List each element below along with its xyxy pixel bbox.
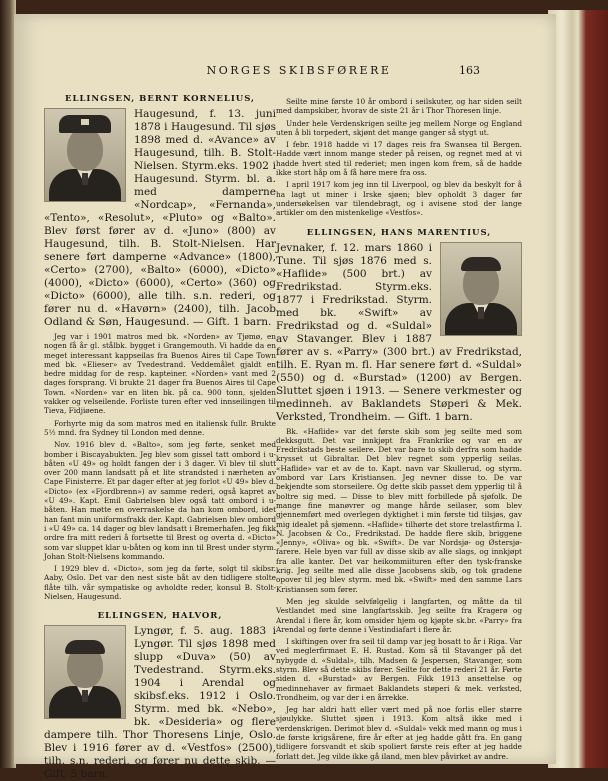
right-column [276, 94, 522, 761]
entry-heading: ELLINGSEN, BERNT KORNELIUS, [64, 94, 255, 104]
narrative-paragraph: Under hele Verdenskrigen seilte jeg mellem Norge og England uten å bli torpedert, skjønt det mange ganger så stygt ut. [276, 118, 522, 137]
narrative-paragraph: I 1929 blev d. «Dicto», som jeg da førte, solgt til skibsr. Aaby, Oslo. Det var den nest siste båt av den tidligere stolte flåte tilh. vår sympatiske og avholdte reder, konsul B. Stolt-Nielsen, Haugesund. [44, 564, 276, 602]
narrative-paragraph: Nov. 1916 blev d. «Balto», som jeg førte, senket med bomber i Biscayabukten. Jeg blev som gissel tatt ombord i u-båten «U 49» og holdt fangen der i 3 dager. Vi blev til slutt over 200 mann landsatt på et lite strandsted i nærheten av Cape Finisterre. Et par dager efter at jeg forlot «U 49» blev d. «Dicto» (ex «Fjordbrenn») av samme rederi, også kapret av «U 49». Kapt. Emil Gabrielsen blev også tatt ombord i u-båten. Han møtte en overraskelse da han kom ombord, idet han fant min uniformsfrakk der. Kapt. Gabrielsen blev ombord i «U 49» ca. 14 dager og blev landsatt i Bremerhafen. Jeg fikk ordre fra mitt rederi å fortsette til Brest og overta d. «Dicto» som var sluppet klar u-båten og kom inn til Brest under styrm. Johan Stolt-Nielsens kommando. [44, 440, 277, 561]
narrative-paragraph: Seilte mine første 10 år ombord i seilskuter, og har siden seilt med dampskiber, hvorav de siste 21 år i Thor Thoresen linje. [276, 97, 522, 116]
narrative-paragraph: Bk. «Haflide» var det første skib som jeg seilte med som dekksgutt. Det var innkjøpt fra Frankrike og var en av Fredrikstads beste seilere. Det var bare to skib derfra som hadde krysset ut Gibraltar. Det blev regnet som ypperlig seilas. «Haflide» var et av de to. Kapt. navn var Skullerud, og styrm. ombord var Lars Kristiansen. Jeg nevner disse to. De var bekjendte som storseilere. Og dette skib passet dem ypperlig til å boltre sig med. — Disse to blev mitt forbillede på sjøfolk. De mange fine manøvrer og mange hårde seilaser, som blev gjennemført med overlegen dyktighet i min første tid tilsjøs, gav mig idealet på sjømenn. «Haflide» tilhørte det store trelastfirma I. N. Jacobsen & Co., Fredrikstad. De hadde flere skib, briggene «Jenny», «Oliva» og bk. «Swift». De var Nordsjø- og Østersjø-farere. Hele byen var full av disse skib av alle slags, og innkjøpt fra alle kanter. Det var heikommiituren efter den tysk-franske krig. Jeg seilte med alle disse Jacobsens skib, og tok gradene opover til jeg blev styrm. med bk. «Swift» med den samme Lars Kristiansen som fører. [276, 426, 522, 594]
entry-ellingsen-halvor [44, 611, 276, 781]
entry-bio: Jevnaker, f. 12. mars 1860 i Tune. Til sjøs 1876 med s. «Haflide» (500 brt.) av Fredrikstad. Styrm.eks. 1877 i Fredrikstad. Styrm. med bk. «Swift» av Fredrikstad og d. «Suldal» av Stavanger. Blev i 1887 fører av s. «Parry» (300 brt.) av Fredrikstad, tilh. E. Ryan m. fl. Har senere ført d. «Suldal» (550) og d. «Burstad» (1200) av Bergen. Sluttet sjøen i 1913. — Senere verkmester og medinneh. av Baklandets Støperi & Mek. Verksted, Trondheim. — Gift. 1 barn. [276, 241, 522, 423]
narrative-paragraph: Jeg var i 1901 matros med bk. «Norden» av Tjømø, en nogen få år gl. stålbk. bygget i Grangemouth. Vi hadde da en meget interessant kappseilas fra Buenos Aires til Cape Town med bk. «Elieser» av Tvedestrand. Veddemålet gjaldt en bedre middag for de resp. kapteiner. «Norden» vant med 2 dages forsprang. Vi brukte 21 dager fra Buenos Aires til Cape Town. «Norden» var en liten bk. på ca. 900 tonn, sjelden vakker og velseilende. Forliste turen efter ved innseilingen til Tieva, Fidjiøene. [44, 332, 276, 416]
entry-ellingsen-hans [276, 228, 522, 761]
narrative-paragraph: I april 1917 kom jeg inn til Liverpool, og blev da beskylt for å ha lagt ut miner i Irske sjøen; blev opholdt 3 dager før undersøkelsen var tilendebragt, og i avisene stod der lange artikler om den mistenkelige «Vestfos». [276, 180, 522, 218]
page-number: 163 [459, 64, 480, 77]
portrait-photo [44, 625, 126, 719]
left-column [44, 94, 276, 781]
running-title: NORGES SKIBSFØRERE [206, 64, 392, 77]
narrative-paragraph: Forhyrte mig da som matros med en italiensk fullr. Brukte 5½ mnd. fra Sydney til London med denne. [44, 418, 276, 437]
entry-ellingsen-bernt [44, 94, 276, 601]
entry-heading: ELLINGSEN, HANS MARENTIUS, [306, 227, 492, 238]
book-page [14, 14, 556, 781]
narrative-paragraph: Men jeg skulde selvfølgelig i langfarten, og måtte da til Vestlandet med sine langfartsskib. Jeg seilte fra Kragerø og Arendal i flere år, kom omsider hjem og kjøpte sk.br. «Parry» fra Arendal og førte denne i Vestindiafart i flere år. [276, 596, 522, 634]
portrait-photo [440, 242, 522, 336]
narrative-paragraph: Jeg har aldri hatt eller vært med på noe forlis eller større sjøulykke. Sluttet sjøen i 1913. Kom altså ikke med i verdenskrigen. Derimot blev d. «Suldal» vekk med mann og mus i de første krigsårene, fire år efter at jeg hadde gått fra. En gang tidligere forsvandt et skib spoliert første reis efter at jeg hadde forlatt det. Jeg vilde ikke gå iland, men blev påvirket av andre. [276, 705, 522, 761]
entry-bio: Lyngør, f. 5. aug. 1883 i Lyngør. Til sjøs 1898 med slupp «Duva» (50) av Tvedestrand. Styrm.eks. 1904 i Arendal og skibsf.eks. 1912 i Oslo. Styrm. med bk. «Nebo», bk. «Desideria» og flere dampere tilh. Thor Thoresens Linje, Oslo. Blev i 1916 fører av d. «Vestfos» (2500), tilh. s.n. rederi, og fører nu dette skib. — Gift. 5 barn. [44, 625, 276, 781]
entry-heading: ELLINGSEN, HALVOR, [97, 611, 223, 622]
narrative-paragraph: I febr. 1918 hadde vi 17 dages reis fra Swansea til Bergen. Hadde vært innom mange steder på reisen, og regnet med at vi hadde hvert sted til rederiet; men ingen kom frem, så de hadde ikke stort håp om å få høre mere fra oss. [276, 140, 522, 178]
book-page-edges [548, 10, 608, 768]
entry-bio: Haugesund, f. 13. juni 1878 i Haugesund. Til sjøs 1898 med d. «Avance» av Haugesund, tilh. B. Stolt-Nielsen. Styrm.eks. 1902 i Haugesund. Styrm. bl. a. med damperne «Nordcap», «Fernanda», «Tento», «Resolut», «Pluto» og «Balto». Blev først fører av d. «Juno» (800) av Haugesund, tilh. B. Stolt-Nielsen. Har senere ført damperne «Advance» (1800), «Certo» (2700), «Balto» (6000), «Dicto» (4000), «Dicto» (6000), «Certo» (360) og «Dicto» (6000), alle tilh. s.n. rederi, og fører nu d. «Havørn» (2400), tilh. Jacob Odland & Søn, Haugesund. — Gift. 1 barn. [44, 108, 276, 328]
portrait-photo [44, 108, 126, 202]
narrative-paragraph: I skiftingen over fra seil til damp var jeg bosatt to år i Riga. Var ved meglerfirmaet E. H. Rustad. Kom så til Stavanger på det nybygde d. «Suldal», tilh. Madsen & Jespersen, Stavanger, som styrm. Blev så dette skibs fører. Seilte for dette rederi 21 år. Førte siden d. «Burstad» av Bergen. Fikk 1913 ansettelse og medinnehaver av firmaet Baklandets støperi & mek. verksted, Trondheim, og var der i en årrekke. [276, 637, 522, 702]
